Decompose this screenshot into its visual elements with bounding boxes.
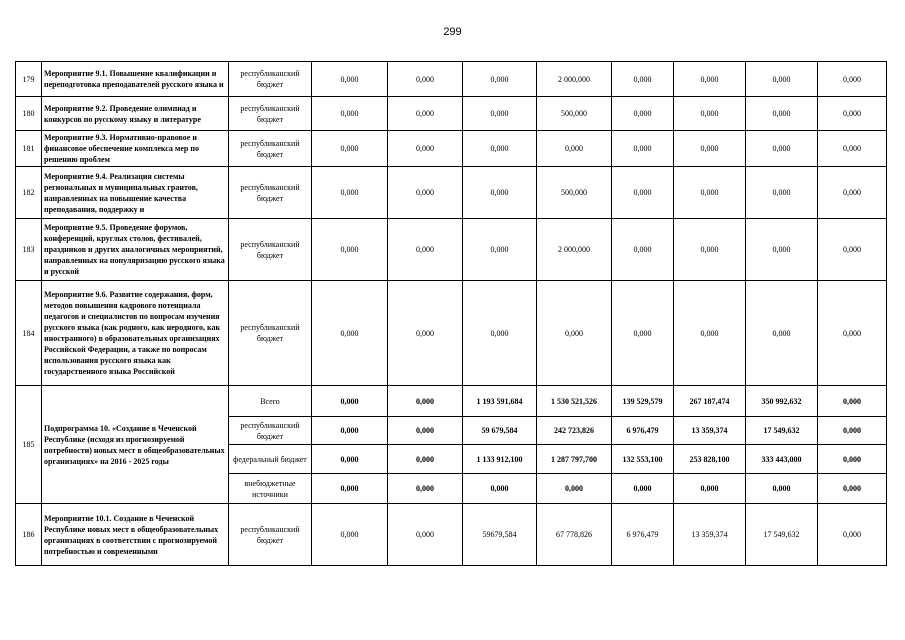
value-cell: 0,000 <box>612 131 674 167</box>
row-number: 181 <box>16 131 42 167</box>
funding-source: республиканский бюджет <box>229 417 312 445</box>
measure-name: Мероприятие 9.4. Реализация системы региональных и муниципальных грантов, направленных на повышение качества преподавания, поддержку и <box>44 171 198 214</box>
value-cell: 0,000 <box>674 474 746 504</box>
value-cell: 0,000 <box>818 386 887 417</box>
value-cell: 0,000 <box>537 474 612 504</box>
table-row <box>16 281 887 386</box>
value-cell: 0,000 <box>312 131 388 167</box>
value-cell: 0,000 <box>388 62 463 97</box>
table-row <box>16 219 887 281</box>
value-cell: 6 976,479 <box>612 417 674 445</box>
value-cell: 139 529,579 <box>612 386 674 417</box>
value-cell: 0,000 <box>463 281 537 386</box>
value-cell: 0,000 <box>312 97 388 131</box>
measure-name: Мероприятие 9.3. Нормативно-правовое и финансовое обеспечение комплекса мер по решению проблем <box>44 133 199 164</box>
value-cell: 0,000 <box>674 219 746 281</box>
value-cell: 59 679,584 <box>463 417 537 445</box>
value-cell: 0,000 <box>746 281 818 386</box>
value-cell: 0,000 <box>818 97 887 131</box>
table-row <box>16 386 887 417</box>
funding-source: внебюджетные источники <box>229 474 312 504</box>
funding-source: Всего <box>229 386 312 417</box>
funding-source: республиканский бюджет <box>229 219 312 281</box>
value-cell: 1 287 797,700 <box>537 445 612 474</box>
value-cell: 0,000 <box>388 417 463 445</box>
value-cell: 0,000 <box>463 219 537 281</box>
value-cell: 0,000 <box>463 97 537 131</box>
measure-name-cell <box>42 386 229 504</box>
table-row <box>16 131 887 167</box>
value-cell: 0,000 <box>388 281 463 386</box>
value-cell: 350 992,632 <box>746 386 818 417</box>
measure-name-cell <box>42 97 229 131</box>
value-cell: 0,000 <box>312 417 388 445</box>
value-cell: 0,000 <box>818 219 887 281</box>
value-cell: 0,000 <box>818 281 887 386</box>
value-cell: 0,000 <box>388 386 463 417</box>
value-cell: 0,000 <box>818 167 887 219</box>
value-cell: 1 530 521,526 <box>537 386 612 417</box>
value-cell: 0,000 <box>388 167 463 219</box>
measure-name-cell <box>42 131 229 167</box>
row-number: 184 <box>16 281 42 386</box>
value-cell: 0,000 <box>746 97 818 131</box>
table-row <box>16 62 887 97</box>
value-cell: 0,000 <box>312 167 388 219</box>
value-cell: 0,000 <box>746 474 818 504</box>
measure-name: Мероприятие 9.2. Проведение олимпиад и конкурсов по русскому языку и литературе <box>44 103 201 124</box>
measure-name-cell <box>42 62 229 97</box>
value-cell: 253 828,100 <box>674 445 746 474</box>
value-cell: 0,000 <box>612 62 674 97</box>
value-cell: 0,000 <box>388 131 463 167</box>
value-cell: 0,000 <box>312 62 388 97</box>
measure-name: Мероприятие 10.1. Создание в Чеченской Республике новых мест в общеобразовательных организациях в соответствии с прогнозируемой потребностью и современными <box>44 513 219 556</box>
value-cell: 0,000 <box>388 219 463 281</box>
value-cell: 0,000 <box>612 97 674 131</box>
value-cell: 13 359,374 <box>674 504 746 566</box>
row-number: 185 <box>16 386 42 504</box>
value-cell: 0,000 <box>612 167 674 219</box>
value-cell: 0,000 <box>746 62 818 97</box>
value-cell: 0,000 <box>463 167 537 219</box>
value-cell: 2 000,000 <box>537 219 612 281</box>
value-cell: 0,000 <box>388 504 463 566</box>
value-cell: 0,000 <box>674 131 746 167</box>
value-cell: 0,000 <box>818 131 887 167</box>
value-cell: 67 778,826 <box>537 504 612 566</box>
funding-source: республиканский бюджет <box>229 167 312 219</box>
row-number: 186 <box>16 504 42 566</box>
table-row <box>16 167 887 219</box>
value-cell: 0,000 <box>746 131 818 167</box>
table-row <box>16 504 887 566</box>
budget-table <box>15 61 887 566</box>
value-cell: 13 359,374 <box>674 417 746 445</box>
measure-name-cell <box>42 504 229 566</box>
value-cell: 0,000 <box>674 281 746 386</box>
measure-name-cell <box>42 219 229 281</box>
value-cell: 500,000 <box>537 167 612 219</box>
value-cell: 0,000 <box>312 281 388 386</box>
value-cell: 0,000 <box>312 474 388 504</box>
value-cell: 0,000 <box>463 474 537 504</box>
value-cell: 0,000 <box>388 97 463 131</box>
value-cell: 0,000 <box>746 219 818 281</box>
measure-name-cell <box>42 167 229 219</box>
value-cell: 17 549,632 <box>746 417 818 445</box>
funding-source: федеральный бюджет <box>229 445 312 474</box>
value-cell: 1 193 591,684 <box>463 386 537 417</box>
value-cell: 59679,584 <box>463 504 537 566</box>
funding-source: республиканский бюджет <box>229 131 312 167</box>
value-cell: 0,000 <box>818 504 887 566</box>
value-cell: 6 976,479 <box>612 504 674 566</box>
table-row <box>16 97 887 131</box>
value-cell: 0,000 <box>746 167 818 219</box>
value-cell: 0,000 <box>388 445 463 474</box>
value-cell: 0,000 <box>612 219 674 281</box>
value-cell: 500,000 <box>537 97 612 131</box>
value-cell: 0,000 <box>312 445 388 474</box>
funding-source: республиканский бюджет <box>229 62 312 97</box>
value-cell: 0,000 <box>818 474 887 504</box>
funding-source: республиканский бюджет <box>229 97 312 131</box>
row-number: 179 <box>16 62 42 97</box>
measure-name-cell <box>42 281 229 386</box>
value-cell: 242 723,826 <box>537 417 612 445</box>
value-cell: 0,000 <box>463 62 537 97</box>
value-cell: 0,000 <box>674 167 746 219</box>
value-cell: 0,000 <box>612 281 674 386</box>
value-cell: 17 549,632 <box>746 504 818 566</box>
value-cell: 0,000 <box>612 474 674 504</box>
measure-name: Мероприятие 9.6. Развитие содержания, форм, методов повышения кадрового потенциала педагогов и специалистов по вопросам изучения русского языка (как родного, как неродного, как иностранного) в образовательных организациях Российской Федерации, а также по вопросам использования русского языка как государственного языка Российской <box>44 290 221 376</box>
value-cell: 132 553,100 <box>612 445 674 474</box>
value-cell: 0,000 <box>818 62 887 97</box>
page-number: 299 <box>443 26 462 38</box>
value-cell: 0,000 <box>312 219 388 281</box>
value-cell: 333 443,000 <box>746 445 818 474</box>
value-cell: 0,000 <box>312 386 388 417</box>
funding-source: республиканский бюджет <box>229 281 312 386</box>
value-cell: 2 000,000 <box>537 62 612 97</box>
value-cell: 267 187,474 <box>674 386 746 417</box>
value-cell: 0,000 <box>537 281 612 386</box>
value-cell: 0,000 <box>818 445 887 474</box>
measure-name: Мероприятие 9.5. Проведение форумов, конференций, круглых столов, фестивалей, праздников и других аналогичных мероприятий, направленных на популяризацию русского языка и русской <box>44 223 225 276</box>
row-number: 182 <box>16 167 42 219</box>
value-cell: 0,000 <box>674 62 746 97</box>
funding-source: республиканский бюджет <box>229 504 312 566</box>
value-cell: 0,000 <box>818 417 887 445</box>
value-cell: 0,000 <box>388 474 463 504</box>
row-number: 183 <box>16 219 42 281</box>
value-cell: 0,000 <box>463 131 537 167</box>
value-cell: 0,000 <box>312 504 388 566</box>
value-cell: 0,000 <box>674 97 746 131</box>
row-number: 180 <box>16 97 42 131</box>
measure-name: Подпрограмма 10. «Создание в Чеченской Республике (исходя из прогнозируемой потребности) новых мест в общеобразовательных организациях» на 2016 - 2025 годы <box>44 423 225 466</box>
value-cell: 1 133 912,100 <box>463 445 537 474</box>
measure-name: Мероприятие 9.1. Повышение квалификации и переподготовка преподавателей русского языка и <box>44 69 224 89</box>
value-cell: 0,000 <box>537 131 612 167</box>
